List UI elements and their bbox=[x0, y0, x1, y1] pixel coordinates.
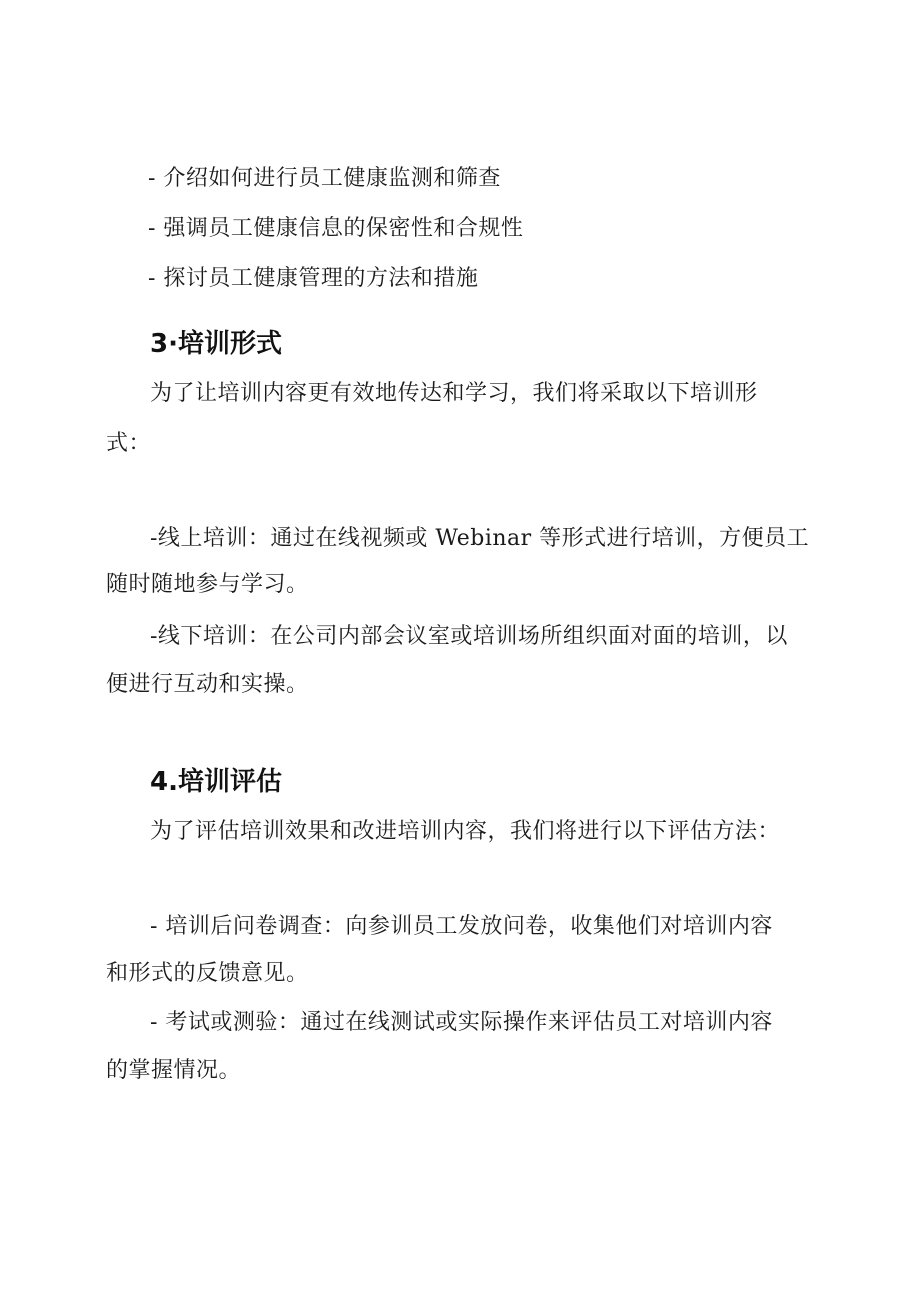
survey-line1: - 培训后问卷调查：向参训员工发放问卷，收集他们对培训内容 bbox=[150, 914, 773, 939]
offline-training-line2: 便进行互动和实操。 bbox=[106, 672, 309, 697]
training-evaluation-intro: 为了评估培训效果和改进培训内容，我们将进行以下评估方法： bbox=[150, 819, 781, 844]
survey-line2: 和形式的反馈意见。 bbox=[106, 961, 309, 986]
section-heading-training-format: 3·培训形式 bbox=[150, 329, 282, 359]
exam-line2: 的掌握情况。 bbox=[106, 1058, 242, 1083]
online-training-line2: 随时随地参与学习。 bbox=[106, 572, 309, 597]
bullet-health-privacy: - 强调员工健康信息的保密性和合规性 bbox=[148, 216, 524, 241]
offline-training-line1: -线下培训：在公司内部会议室或培训场所组织面对面的培训，以 bbox=[150, 624, 788, 649]
section-heading-training-evaluation: 4.培训评估 bbox=[150, 767, 282, 797]
training-format-intro-line1: 为了让培训内容更有效地传达和学习，我们将采取以下培训形 bbox=[150, 381, 758, 406]
exam-line1: - 考试或测验：通过在线测试或实际操作来评估员工对培训内容 bbox=[150, 1010, 773, 1035]
online-training-line1: -线上培训：通过在线视频或 Webinar 等形式进行培训，方便员工 bbox=[150, 526, 810, 551]
bullet-health-monitoring: - 介绍如何进行员工健康监测和筛查 bbox=[148, 166, 501, 191]
bullet-health-management: - 探讨员工健康管理的方法和措施 bbox=[148, 266, 479, 291]
training-format-intro-line2: 式： bbox=[106, 431, 152, 456]
